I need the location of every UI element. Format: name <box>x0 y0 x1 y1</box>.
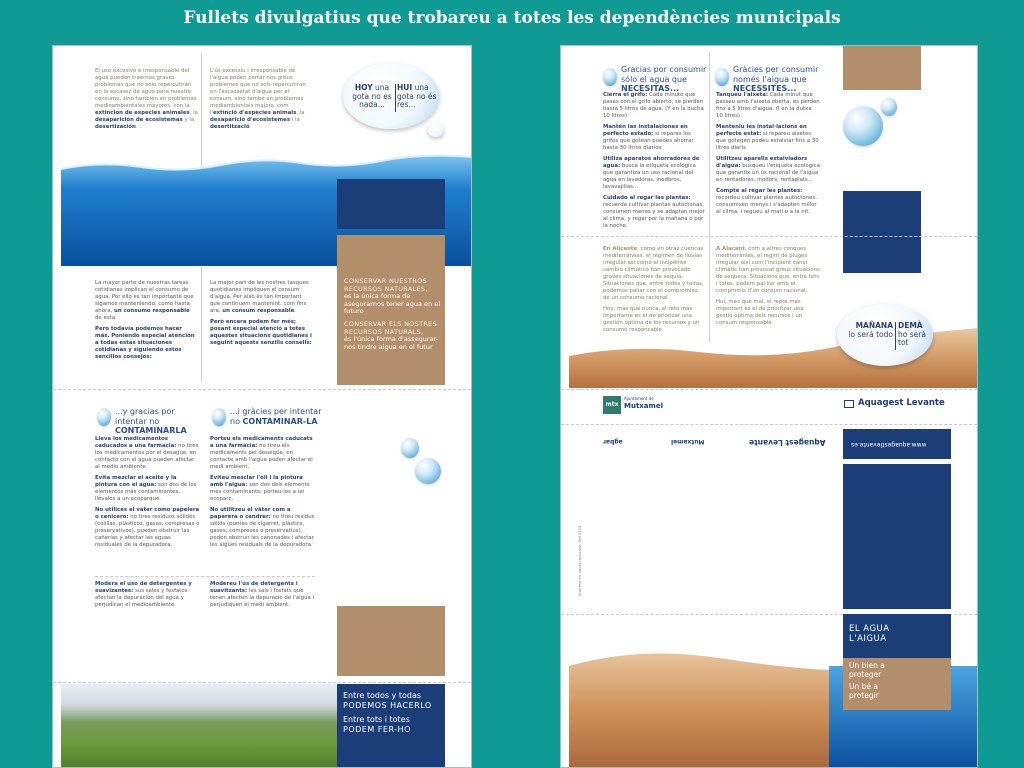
tan-block <box>337 606 445 676</box>
alicante-es: En Alicante, como en otras cuencas mediterráneas, el régimen de lluvias irregular así como el incipiente cambio climático han provocado graves situaciones de sequía. Situaciones que, entre todos y todas, podemos paliar con el compromiso de un consumo racional. Hoy, más que nunca, el reto más importante es el de priorizar una gestión óptima de los recursos y un consumo responsable. <box>603 246 704 333</box>
el-agua-title: EL AGUA L'AIGUA <box>849 624 890 644</box>
water-drop-icon <box>401 438 419 458</box>
save-heading-es: Gracias por consumir sólo el agua que NECESITAS... <box>621 65 707 93</box>
aquagest-logo-mirrored: Aquagest Levante <box>749 438 826 447</box>
contaminate-tips-ca: Porteu els medicaments caducats a una farmàcia: no tireu els medicaments pel desaigüe, en contacte amb l'aigua poden afectar el medi ambient. Eviteu mesclar l'oli i la pintura amb l'aigua: són dos dels elements més contaminants; porteu-los a un ecoparc. No utilitzeu el vàter com a paperera o cendrer: no tireu residus sòlids (puntes de cigarret, plàstics, gases, compreses o preservatius), poden obstruir les canonades i afectar les aigües residuals de la depuradora. <box>210 436 315 548</box>
slogan-divider <box>395 84 396 112</box>
navy-block <box>843 464 951 609</box>
save-tips-ca: Tanqueu l'aixeta: Cada minut que passeu amb l'aixeta oberta, es perden fins a 5 litres d'aigua. (I en la dutxa 10 litres) Manteniu les instal·lacions en perfecte estat: si repareu aixetes que gotegen podeu estalviar fins a 30 litres diaris. Utilitzeu aparells estalviadors d'aigua: busqueu l'etiqueta ecològica que garantix un ús racional de l'aigua en rentadores, inodors, rentaplats... Compte al regar les plantes: recordeu cultivar plantes autòctones, consumixen menys i s'adapten millor al clima, i regueu al matí o a la nit. <box>716 92 820 215</box>
mid-es: La mayor parte de nuestras tareas cotidianas implican el consumo de agua. Por ello es tan importante que sigamos manteniendo, como hasta ahora, un consumo responsable de ésta. Pero todavía podemos hacer más. Poniendo especial atención a todas estas situaciones cotidianas y siguiendo estos sencillos consejos: <box>95 280 195 360</box>
slogan-ca: DEMÀ ho serà tot <box>898 321 926 347</box>
mutxamel-logo-text: Mutxamel <box>624 402 663 410</box>
water-drop-icon <box>881 98 897 116</box>
mutxamel-logo-caption: Ajuntament de <box>624 396 654 401</box>
contaminate-tip4-ca: Modereu l'ús de detergents i suavitzants: les sals i fosfats que tenen afecten la depuració de l'aigua i perjudiquen el medi ambient. <box>210 581 315 608</box>
slogan-divider <box>895 322 896 350</box>
website-mirrored: www.aquagestlevante.es <box>851 441 927 448</box>
agbar-logo-mirrored: agbar <box>603 438 623 445</box>
save-heading-ca: Gràcies per consumir només l'aigua que NECESSITES... <box>733 65 819 93</box>
intro-ca: L'ús excessiu i irresponsable de l'aigua poden portar-nos greus problemes que no sols repercutiran en l'escassetat d'aigua per al consum, sinó també en problemes mediambientals majors, com l'extinció d'espècies animals, la desaparició d'ecosistemes i la desertització. <box>210 68 306 130</box>
fold-line <box>709 52 710 342</box>
cut-line <box>53 682 471 683</box>
alicante-ca: A Alacant, com a altres conques mediterrànies, el règim de pluges irregular així com l'incipient canvi climàtic han provocat greus situacions de sequera. Situacions que, entre tots i totes, podem pal·liar amb el compromís d'un consum racional. Hui, més que mai, el repte més important és el de prioritzar una gestió òptima dels recursos i un consum responsable. <box>716 246 820 326</box>
navy-box-text: Entre todos y todas PODEMOS HACERLO Entre tots i totes PODEM FER-HO <box>343 691 432 734</box>
mutxamel-logo-mirrored: Mutxamel <box>671 438 705 445</box>
cut-line <box>561 236 977 237</box>
meadow-image <box>61 684 337 768</box>
contaminate-heading-ca: ...i gràcies per intentar no CONTAMINAR-LA <box>230 407 322 426</box>
slide-title: Fullets divulgatius que trobareu a totes les dependències municipals <box>183 8 841 28</box>
cut-line <box>561 424 977 425</box>
tan-box-text: CONSERVAR NUESTROS RECURSOS NATURALES, es la única forma de asegurarnos tener agua en el futuro CONSERVAR ELS NOSTRES RECURSOS NATURALS, és l'única forma d'assegurar-nos tindre aigua en el futur <box>344 277 441 351</box>
water-drop-icon <box>97 408 111 426</box>
water-drop-icon <box>212 408 226 426</box>
contaminate-tip4-es: Modera el uso de detergentes y suavizantes: sus sales y fosfatos afectan la depuración del agua y perjudican el medioambiente. <box>95 581 192 608</box>
water-drop-icon <box>715 68 729 86</box>
slogan-ca: HUI una gota no és res... <box>397 83 437 109</box>
water-drop-icon <box>843 106 883 146</box>
mid-ca: La major part de les nostres tasques quotidianes impliquen el consum d'aigua. Per això és tan important que continuem mantenint, com fins ara, un consum responsable. Però encara podem fer més; posant especial atenció a totes aquestes situacions quotidianes i seguint aquests senzills consells: <box>210 280 312 346</box>
navy-block <box>337 179 445 229</box>
water-drop-icon <box>603 68 617 86</box>
tan-box-text: Un bien a proteger Un bé a protegir <box>849 661 885 700</box>
brochure-right-page <box>560 45 978 768</box>
aquagest-logo-icon <box>844 400 854 408</box>
mutxamel-logo-icon: mtx <box>603 396 621 414</box>
contaminate-tips-es: Lleva los medicamentos caducados a una farmacia: no tires los medicamentos por el desagüe, en contacto con el agua pueden afectar al medio ambiente. Evita mezclar el aceite y la pintura con el agua: son dos de los elementos más contaminantes, llévalos a un ecoparque. No utilices el váter como papelera o cenicero: no tires residuos sólidos (colillas, plásticos, gasas, compresas o preservativos), pueden obstruir las cañerías y afectar las aguas residuales de la depuradora. <box>95 436 200 548</box>
tan-block <box>843 46 921 90</box>
tips-divider <box>95 576 315 577</box>
intro-es: El uso excesivo e irresponsable del agua pueden traernos graves problemas que no sólo repercutirán en la escasez de agua para nuestro consumo, sino también en problemas medioambientales mayores, con la extinción de especies animales, la desaparición de ecosistemas y la desertización. <box>95 68 198 130</box>
save-tips-es: Cierra el grifo: Cada minuto que pasas con el grifo abierto, se pierden hasta 5 litros de agua. (Y en la ducha 10 litros) Mantén las instalaciones en perfecto estado: si reparas los grifos que gotean puedes ahorrar hasta 30 litros diarios. Utiliza aparatos ahorradores de agua: busca la etiqueta ecológica que garantiza un uso racional del agua en lavadoras, inodoros, lavavajillas... Cuidado al regar las plantas: recuerda cultivar plantas autóctonas, consumen menos y se adaptan mejor al clima, y regar por la mañana o por la noche. <box>603 92 705 229</box>
small-bubble <box>428 123 444 137</box>
navy-block <box>843 191 921 273</box>
print-note: Impreso en papel reciclado. Ref.0715 <box>577 525 582 596</box>
slogan-es: MAÑANA lo será todo <box>848 321 893 339</box>
slogan-es: HOY una gota no es nada... <box>352 83 392 109</box>
cut-line <box>561 389 977 390</box>
water-drop-icon <box>415 458 441 484</box>
cut-line <box>53 389 471 390</box>
contaminate-heading-es: ...y gracias por intentar no CONTAMINARLA <box>115 407 187 435</box>
brochure-left-page <box>52 45 472 768</box>
aquagest-logo-text: Aquagest Levante <box>858 398 945 408</box>
